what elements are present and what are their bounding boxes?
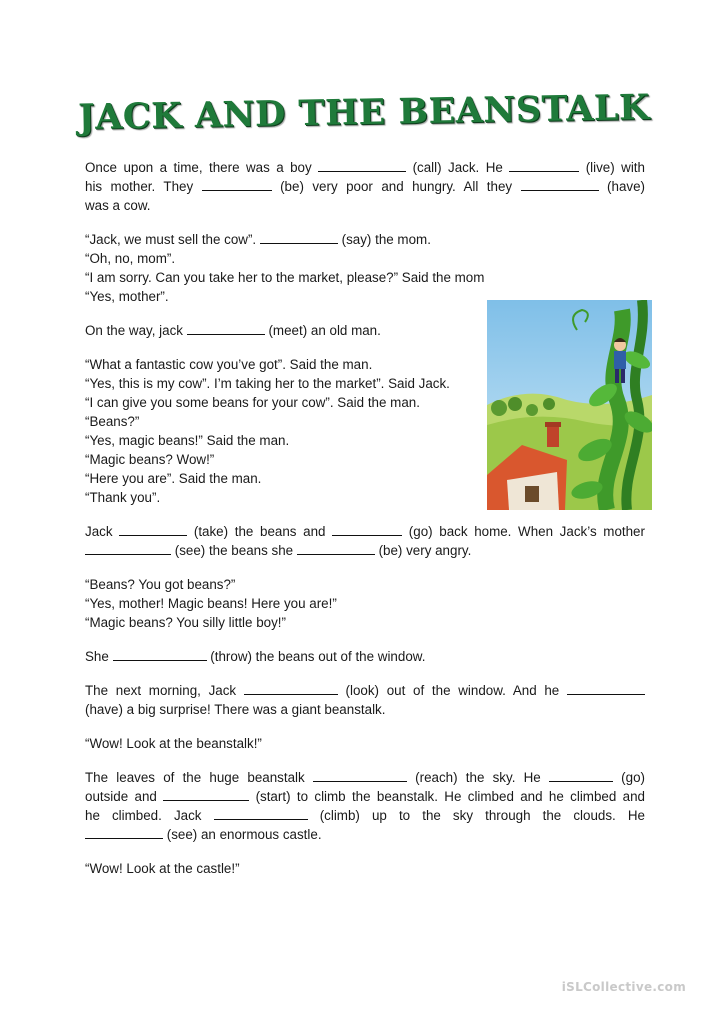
dialog-line: “Magic beans? Wow!” xyxy=(85,452,215,467)
paragraph-3 xyxy=(85,522,645,541)
text: Once upon a time, there was a boy xyxy=(85,160,312,175)
text: “Jack, we must sell the cow”. xyxy=(85,232,257,247)
dialog-line xyxy=(85,230,645,249)
dialog-line: “Beans?” xyxy=(85,414,140,429)
text: (have) xyxy=(607,179,645,194)
paragraph-5-line-2: (have) a big surprise! There was a giant beanstalk. xyxy=(85,702,386,717)
text: (be) very poor and hungry. All they xyxy=(280,179,513,194)
text: (go) back home. When Jack’s mother xyxy=(408,524,645,539)
paragraph-7-line-4 xyxy=(85,825,645,844)
text: The leaves of the huge beanstalk xyxy=(85,770,305,785)
paragraph-7 xyxy=(85,768,645,787)
paragraph-6: “Wow! Look at the beanstalk!” xyxy=(85,736,262,751)
page-title: JACK AND THE BEANSTALK xyxy=(77,87,651,138)
answer-blank[interactable] xyxy=(85,542,171,555)
text: (be) very angry. xyxy=(378,543,472,558)
text: (start) to climb the beanstalk. He climbed and he climbed and xyxy=(255,789,645,804)
paragraph-1 xyxy=(85,158,645,177)
answer-blank[interactable] xyxy=(119,523,187,536)
dialog-line: “What a fantastic cow you’ve got”. Said the man. xyxy=(85,357,373,372)
text: (throw) the beans out of the window. xyxy=(210,649,426,664)
text: (see) an enormous castle. xyxy=(166,827,322,842)
answer-blank[interactable] xyxy=(567,682,645,695)
answer-blank[interactable] xyxy=(85,826,163,839)
paragraph-3-line-2 xyxy=(85,541,645,560)
answer-blank[interactable] xyxy=(549,769,613,782)
dialog-line: “Yes, magic beans!” Said the man. xyxy=(85,433,290,448)
paragraph-1-line-2 xyxy=(85,177,645,196)
answer-blank[interactable] xyxy=(297,542,375,555)
text: (climb) up to the sky through the clouds. He xyxy=(319,808,645,823)
text: (look) out of the window. And he xyxy=(345,683,560,698)
dialog-line: “Yes, mother”. xyxy=(85,289,169,304)
paragraph-4 xyxy=(85,647,645,666)
text: The next morning, Jack xyxy=(85,683,237,698)
text: outside and xyxy=(85,789,157,804)
text: his mother. They xyxy=(85,179,194,194)
dialog-line: “Thank you”. xyxy=(85,490,161,505)
text: (see) the beans she xyxy=(174,543,294,558)
paragraph-5 xyxy=(85,681,645,700)
paragraph-7-line-2 xyxy=(85,787,645,806)
answer-blank[interactable] xyxy=(509,159,579,172)
paragraph-1-line-3: was a cow. xyxy=(85,198,151,213)
text: She xyxy=(85,649,109,664)
answer-blank[interactable] xyxy=(214,807,308,820)
dialog-line: “Oh, no, mom”. xyxy=(85,251,176,266)
story-text xyxy=(85,158,645,878)
text: Jack xyxy=(85,524,113,539)
dialog-line: “Yes, mother! Magic beans! Here you are!” xyxy=(85,596,337,611)
text: (meet) an old man. xyxy=(268,323,381,338)
text: (go) xyxy=(621,770,645,785)
answer-blank[interactable] xyxy=(521,178,599,191)
dialog-line: “Yes, this is my cow”. I’m taking her to the market”. Said Jack. xyxy=(85,376,450,391)
answer-blank[interactable] xyxy=(187,322,265,335)
answer-blank[interactable] xyxy=(113,648,207,661)
answer-blank[interactable] xyxy=(163,788,249,801)
answer-blank[interactable] xyxy=(202,178,272,191)
text: On the way, jack xyxy=(85,323,183,338)
text: (reach) the sky. He xyxy=(415,770,541,785)
answer-blank[interactable] xyxy=(244,682,338,695)
answer-blank[interactable] xyxy=(318,159,406,172)
answer-blank[interactable] xyxy=(332,523,402,536)
paragraph-8: “Wow! Look at the castle!” xyxy=(85,861,240,876)
text: (say) the mom. xyxy=(341,232,431,247)
dialog-line: “I can give you some beans for your cow”. Said the man. xyxy=(85,395,420,410)
answer-blank[interactable] xyxy=(313,769,407,782)
text: he climbed. Jack xyxy=(85,808,202,823)
dialog-line: “Here you are”. Said the man. xyxy=(85,471,262,486)
text: (call) Jack. He xyxy=(412,160,503,175)
watermark: iSLCollective.com xyxy=(561,980,686,994)
dialog-line: “I am sorry. Can you take her to the market, please?” Said the mom xyxy=(85,270,485,285)
dialog-line: “Beans? You got beans?” xyxy=(85,577,236,592)
answer-blank[interactable] xyxy=(260,231,338,244)
dialog-line: “Magic beans? You silly little boy!” xyxy=(85,615,286,630)
text: (live) with xyxy=(585,160,645,175)
paragraph-7-line-3 xyxy=(85,806,645,825)
text: (take) the beans and xyxy=(193,524,326,539)
paragraph-2 xyxy=(85,321,645,340)
